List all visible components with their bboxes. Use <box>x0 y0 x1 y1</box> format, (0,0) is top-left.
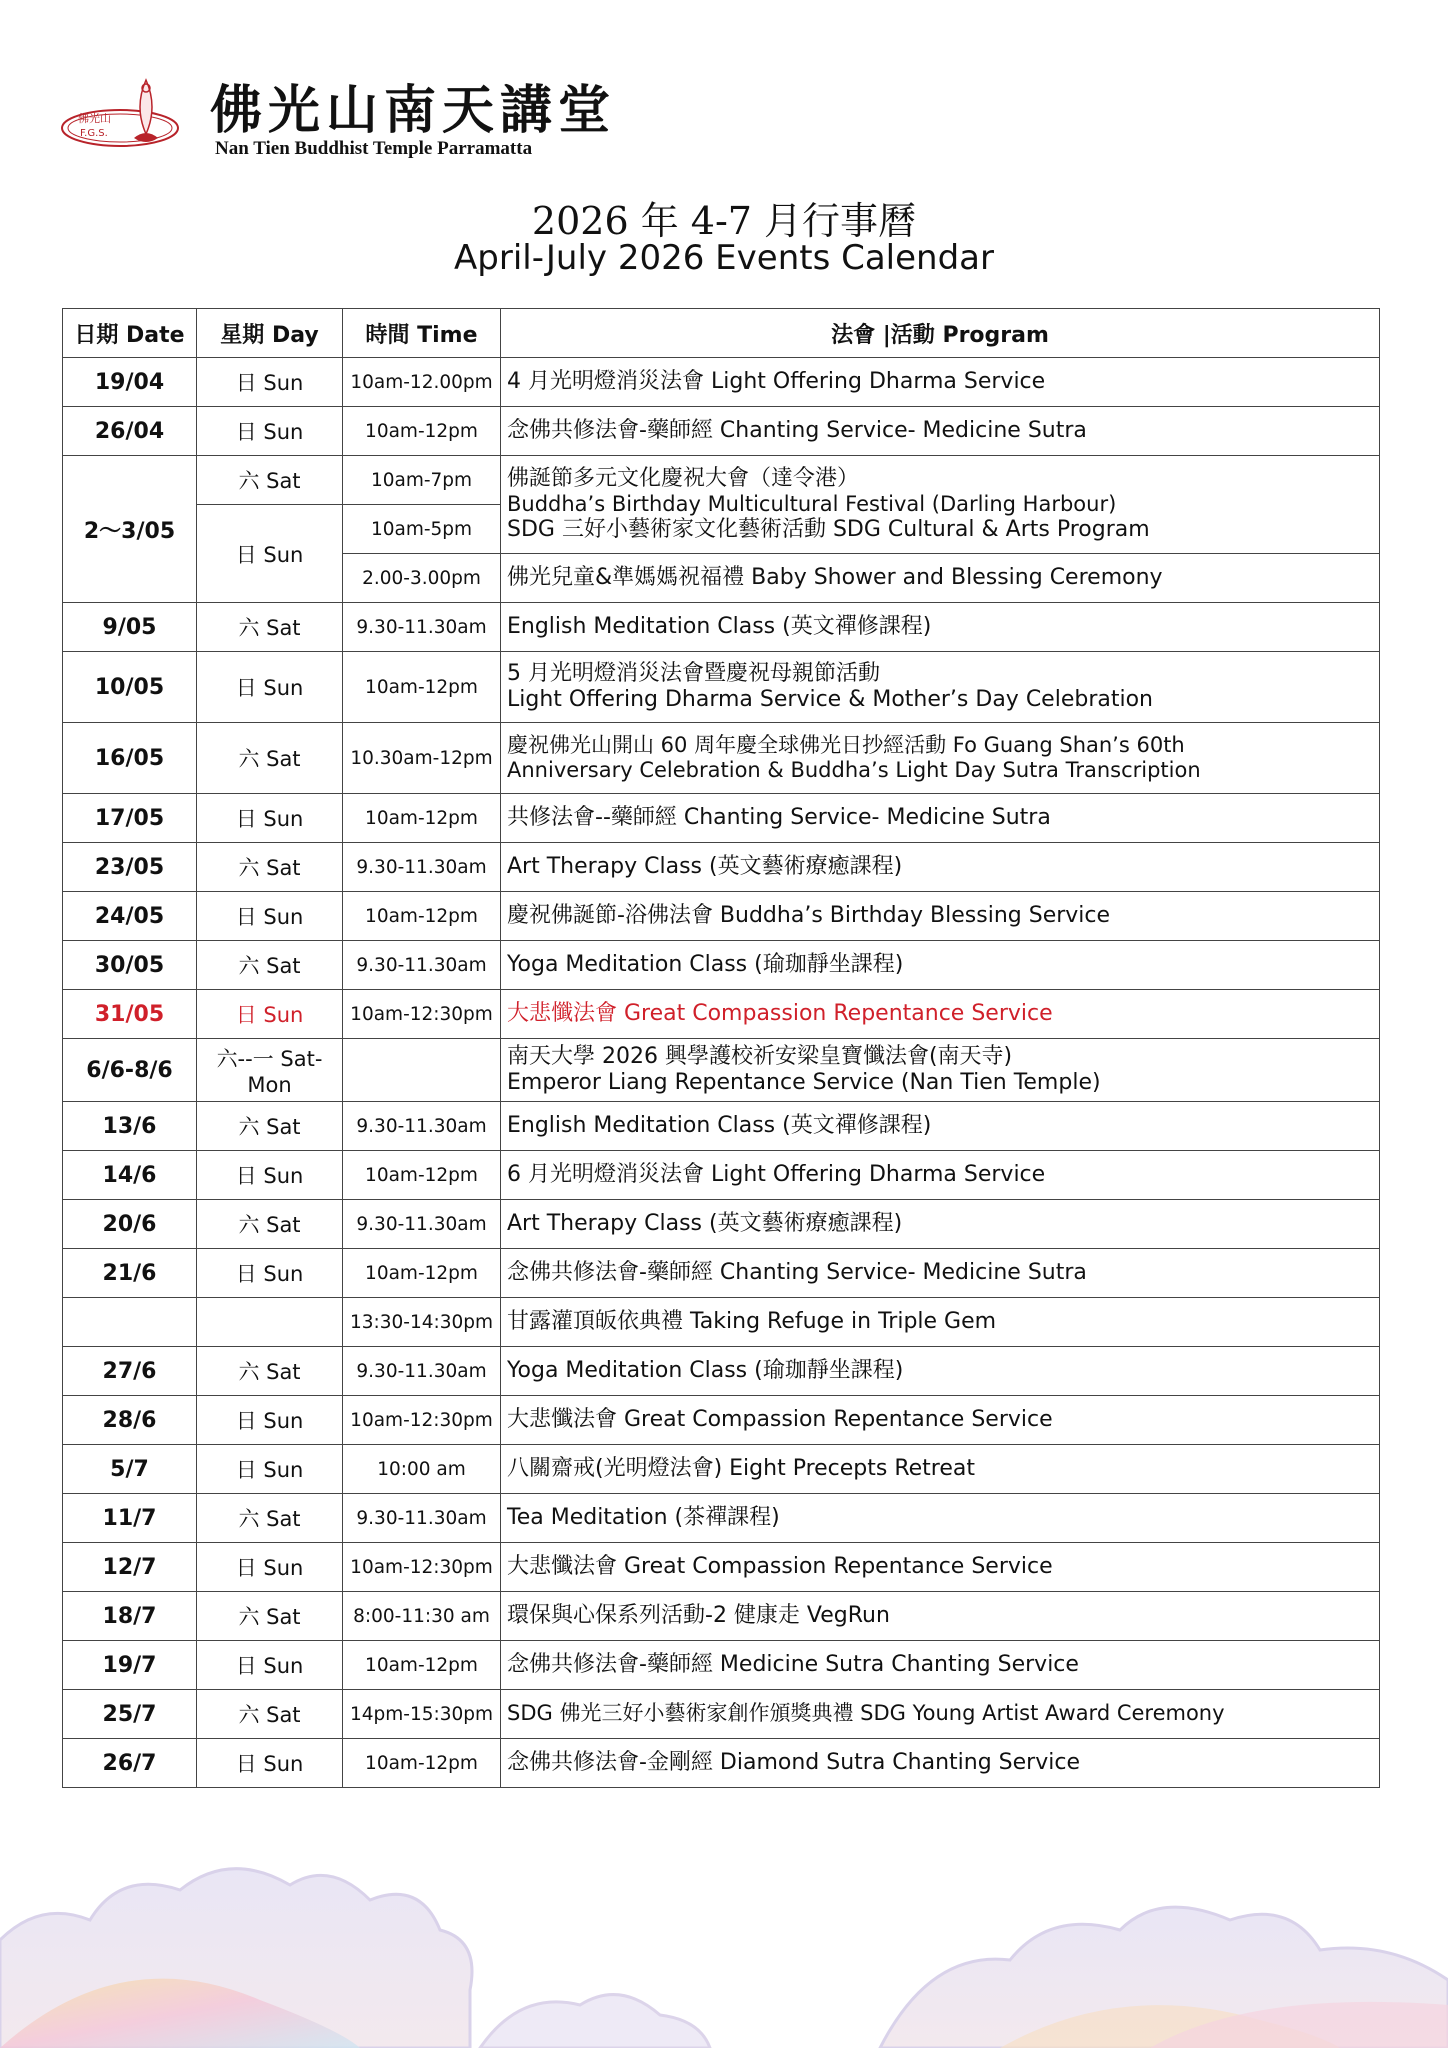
row-day: 日 Sun <box>197 794 343 843</box>
row-time: 10am-12pm <box>343 1641 501 1690</box>
row-time: 10am-12pm <box>343 407 501 456</box>
row-time: 10am-12pm <box>343 794 501 843</box>
header-day: 星期 Day <box>197 309 343 358</box>
row-time: 10am-12pm <box>343 892 501 941</box>
table-header-row <box>63 309 1380 358</box>
row-date: 10/05 <box>63 652 197 723</box>
row-day: 日 Sun <box>197 358 343 407</box>
row-date: 5/7 <box>63 1445 197 1494</box>
row-date: 19/7 <box>63 1641 197 1690</box>
row-date <box>63 1298 197 1347</box>
row-day: 六 Sat <box>197 603 343 652</box>
row-time: 10am-5pm <box>343 505 501 554</box>
row-program: 慶祝佛誕節-浴佛法會 Buddha’s Birthday Blessing Service <box>501 892 1380 941</box>
row-time: 9.30-11.30am <box>343 1200 501 1249</box>
row-day: 日 Sun <box>197 1249 343 1298</box>
events-table <box>62 308 1380 1788</box>
row-day: 六--一 Sat-Mon <box>197 1039 343 1102</box>
row-day: 日 Sun <box>197 1445 343 1494</box>
row-date: 27/6 <box>63 1347 197 1396</box>
row-day: 日 Sun <box>197 505 343 603</box>
row-date: 9/05 <box>63 603 197 652</box>
row-time: 2.00-3.00pm <box>343 554 501 603</box>
row-date: 17/05 <box>63 794 197 843</box>
calendar-title-en: April-July 2026 Events Calendar <box>454 238 994 278</box>
row-day: 日 Sun <box>197 1641 343 1690</box>
row-day: 日 Sun <box>197 407 343 456</box>
table-row <box>63 1494 1380 1543</box>
row-date: 28/6 <box>63 1396 197 1445</box>
row-time: 14pm-15:30pm <box>343 1690 501 1739</box>
row-program: 環保與心保系列活動-2 健康走 VegRun <box>501 1592 1380 1641</box>
temple-name-cn: 佛光山南天講堂 <box>210 80 617 141</box>
table-row <box>63 1200 1380 1249</box>
row-program: 4 月光明燈消災法會 Light Offering Dharma Service <box>501 358 1380 407</box>
row-time: 13:30-14:30pm <box>343 1298 501 1347</box>
row-day: 六 Sat <box>197 1592 343 1641</box>
table-row <box>63 652 1380 723</box>
table-row <box>63 794 1380 843</box>
table-row <box>63 407 1380 456</box>
row-date: 26/7 <box>63 1739 197 1788</box>
row-program: 6 月光明燈消災法會 Light Offering Dharma Service <box>501 1151 1380 1200</box>
row-day: 日 Sun <box>197 892 343 941</box>
row-date: 24/05 <box>63 892 197 941</box>
table-row <box>63 1039 1380 1102</box>
header-time: 時間 Time <box>343 309 501 358</box>
row-time: 10am-12:30pm <box>343 1396 501 1445</box>
row-day: 六 Sat <box>197 456 343 505</box>
temple-logo <box>58 76 193 156</box>
row-day: 六 Sat <box>197 1690 343 1739</box>
row-program: Yoga Meditation Class (瑜珈靜坐課程) <box>501 941 1380 990</box>
row-date: 13/6 <box>63 1102 197 1151</box>
row-date: 16/05 <box>63 723 197 794</box>
row-program: 念佛共修法會-藥師經 Chanting Service- Medicine Sutra <box>501 407 1380 456</box>
table-row <box>63 1592 1380 1641</box>
row-program: Tea Meditation (茶禪課程) <box>501 1494 1380 1543</box>
row-day: 六 Sat <box>197 1102 343 1151</box>
row-day: 六 Sat <box>197 1200 343 1249</box>
row-time: 10am-12pm <box>343 652 501 723</box>
row-program: English Meditation Class (英文禪修課程) <box>501 603 1380 652</box>
table-row <box>63 892 1380 941</box>
row-day: 日 Sun <box>197 1151 343 1200</box>
row-date: 6/6-8/6 <box>63 1039 197 1102</box>
row-date: 26/04 <box>63 407 197 456</box>
row-program: English Meditation Class (英文禪修課程) <box>501 1102 1380 1151</box>
row-program: 佛誕節多元文化慶祝大會（達令港） Buddha’s Birthday Multicultural Festival (Darling Harbour) SDG 三好小藝術家文化藝術活動 SDG Cultural & Arts Program <box>501 456 1380 554</box>
table-row <box>63 941 1380 990</box>
row-date: 31/05 <box>63 990 197 1039</box>
row-program: 大悲懺法會 Great Compassion Repentance Service <box>501 1396 1380 1445</box>
row-program: 八關齋戒(光明燈法會) Eight Precepts Retreat <box>501 1445 1380 1494</box>
row-program: 甘露灌頂皈依典禮 Taking Refuge in Triple Gem <box>501 1298 1380 1347</box>
row-program: SDG 佛光三好小藝術家創作頒獎典禮 SDG Young Artist Award Ceremony <box>501 1690 1380 1739</box>
row-date: 14/6 <box>63 1151 197 1200</box>
table-row <box>63 1298 1380 1347</box>
row-time: 10am-12pm <box>343 1249 501 1298</box>
row-date: 30/05 <box>63 941 197 990</box>
row-day: 日 Sun <box>197 990 343 1039</box>
table-row <box>63 1347 1380 1396</box>
logo-text-en: F.G.S. <box>80 128 108 139</box>
row-time: 10am-12pm <box>343 1739 501 1788</box>
row-program: 大悲懺法會 Great Compassion Repentance Service <box>501 990 1380 1039</box>
table-row <box>63 1543 1380 1592</box>
row-day: 六 Sat <box>197 723 343 794</box>
row-program: Art Therapy Class (英文藝術療癒課程) <box>501 843 1380 892</box>
decorative-clouds <box>0 1790 1448 2048</box>
table-row <box>63 1641 1380 1690</box>
row-program: 佛光兒童&準媽媽祝福禮 Baby Shower and Blessing Ceremony <box>501 554 1380 603</box>
row-day: 日 Sun <box>197 652 343 723</box>
table-row <box>63 456 1380 505</box>
row-time: 9.30-11.30am <box>343 1102 501 1151</box>
table-row <box>63 358 1380 407</box>
row-time: 10.30am-12pm <box>343 723 501 794</box>
row-program: 念佛共修法會-藥師經 Medicine Sutra Chanting Service <box>501 1641 1380 1690</box>
table-row <box>63 1151 1380 1200</box>
calendar-title-cn: 2026 年 4-7 月行事曆 <box>531 199 917 243</box>
row-program: 南天大學 2026 興學護校祈安梁皇寶懺法會(南天寺) Emperor Liang Repentance Service (Nan Tien Temple) <box>501 1039 1380 1102</box>
row-program: Yoga Meditation Class (瑜珈靜坐課程) <box>501 1347 1380 1396</box>
row-time: 10am-12:30pm <box>343 990 501 1039</box>
logo-text-cn: 佛光山 <box>78 112 111 125</box>
row-day <box>197 1298 343 1347</box>
row-day: 六 Sat <box>197 1494 343 1543</box>
row-date: 25/7 <box>63 1690 197 1739</box>
row-time: 9.30-11.30am <box>343 843 501 892</box>
row-time: 10am-12.00pm <box>343 358 501 407</box>
row-program: 大悲懺法會 Great Compassion Repentance Service <box>501 1543 1380 1592</box>
row-time: 10am-12:30pm <box>343 1543 501 1592</box>
table-row <box>63 603 1380 652</box>
row-program: 共修法會--藥師經 Chanting Service- Medicine Sutra <box>501 794 1380 843</box>
row-day: 六 Sat <box>197 843 343 892</box>
table-row <box>63 1690 1380 1739</box>
header-program: 法會 |活動 Program <box>501 309 1380 358</box>
table-row <box>63 1396 1380 1445</box>
row-date: 2～3/05 <box>63 456 197 603</box>
row-date: 19/04 <box>63 358 197 407</box>
row-program: 慶祝佛光山開山 60 周年慶全球佛光日抄經活動 Fo Guang Shan’s 60th Anniversary Celebration & Buddha’s Light Day Sutra Transcription <box>501 723 1380 794</box>
row-date: 21/6 <box>63 1249 197 1298</box>
table-row <box>63 1445 1380 1494</box>
row-time: 10am-12pm <box>343 1151 501 1200</box>
row-program: 念佛共修法會-金剛經 Diamond Sutra Chanting Service <box>501 1739 1380 1788</box>
row-time: 9.30-11.30am <box>343 603 501 652</box>
row-day: 六 Sat <box>197 941 343 990</box>
temple-name-en: Nan Tien Buddhist Temple Parramatta <box>215 138 533 159</box>
row-date: 20/6 <box>63 1200 197 1249</box>
row-day: 日 Sun <box>197 1739 343 1788</box>
table-row <box>63 1102 1380 1151</box>
header-date: 日期 Date <box>63 309 197 358</box>
table-row <box>63 843 1380 892</box>
row-program: 念佛共修法會-藥師經 Chanting Service- Medicine Sutra <box>501 1249 1380 1298</box>
row-time: 9.30-11.30am <box>343 1494 501 1543</box>
row-date: 12/7 <box>63 1543 197 1592</box>
row-date: 18/7 <box>63 1592 197 1641</box>
row-time: 10am-7pm <box>343 456 501 505</box>
row-time <box>343 1039 501 1102</box>
row-time: 8:00-11:30 am <box>343 1592 501 1641</box>
row-program: 5 月光明燈消災法會暨慶祝母親節活動 Light Offering Dharma Service & Mother’s Day Celebration <box>501 652 1380 723</box>
row-program: Art Therapy Class (英文藝術療癒課程) <box>501 1200 1380 1249</box>
table-row <box>63 1249 1380 1298</box>
table-row <box>63 1739 1380 1788</box>
table-row-highlighted <box>63 990 1380 1039</box>
row-time: 10:00 am <box>343 1445 501 1494</box>
row-date: 11/7 <box>63 1494 197 1543</box>
row-day: 日 Sun <box>197 1543 343 1592</box>
table-row <box>63 723 1380 794</box>
row-day: 六 Sat <box>197 1347 343 1396</box>
row-time: 9.30-11.30am <box>343 941 501 990</box>
row-date: 23/05 <box>63 843 197 892</box>
row-time: 9.30-11.30am <box>343 1347 501 1396</box>
row-day: 日 Sun <box>197 1396 343 1445</box>
